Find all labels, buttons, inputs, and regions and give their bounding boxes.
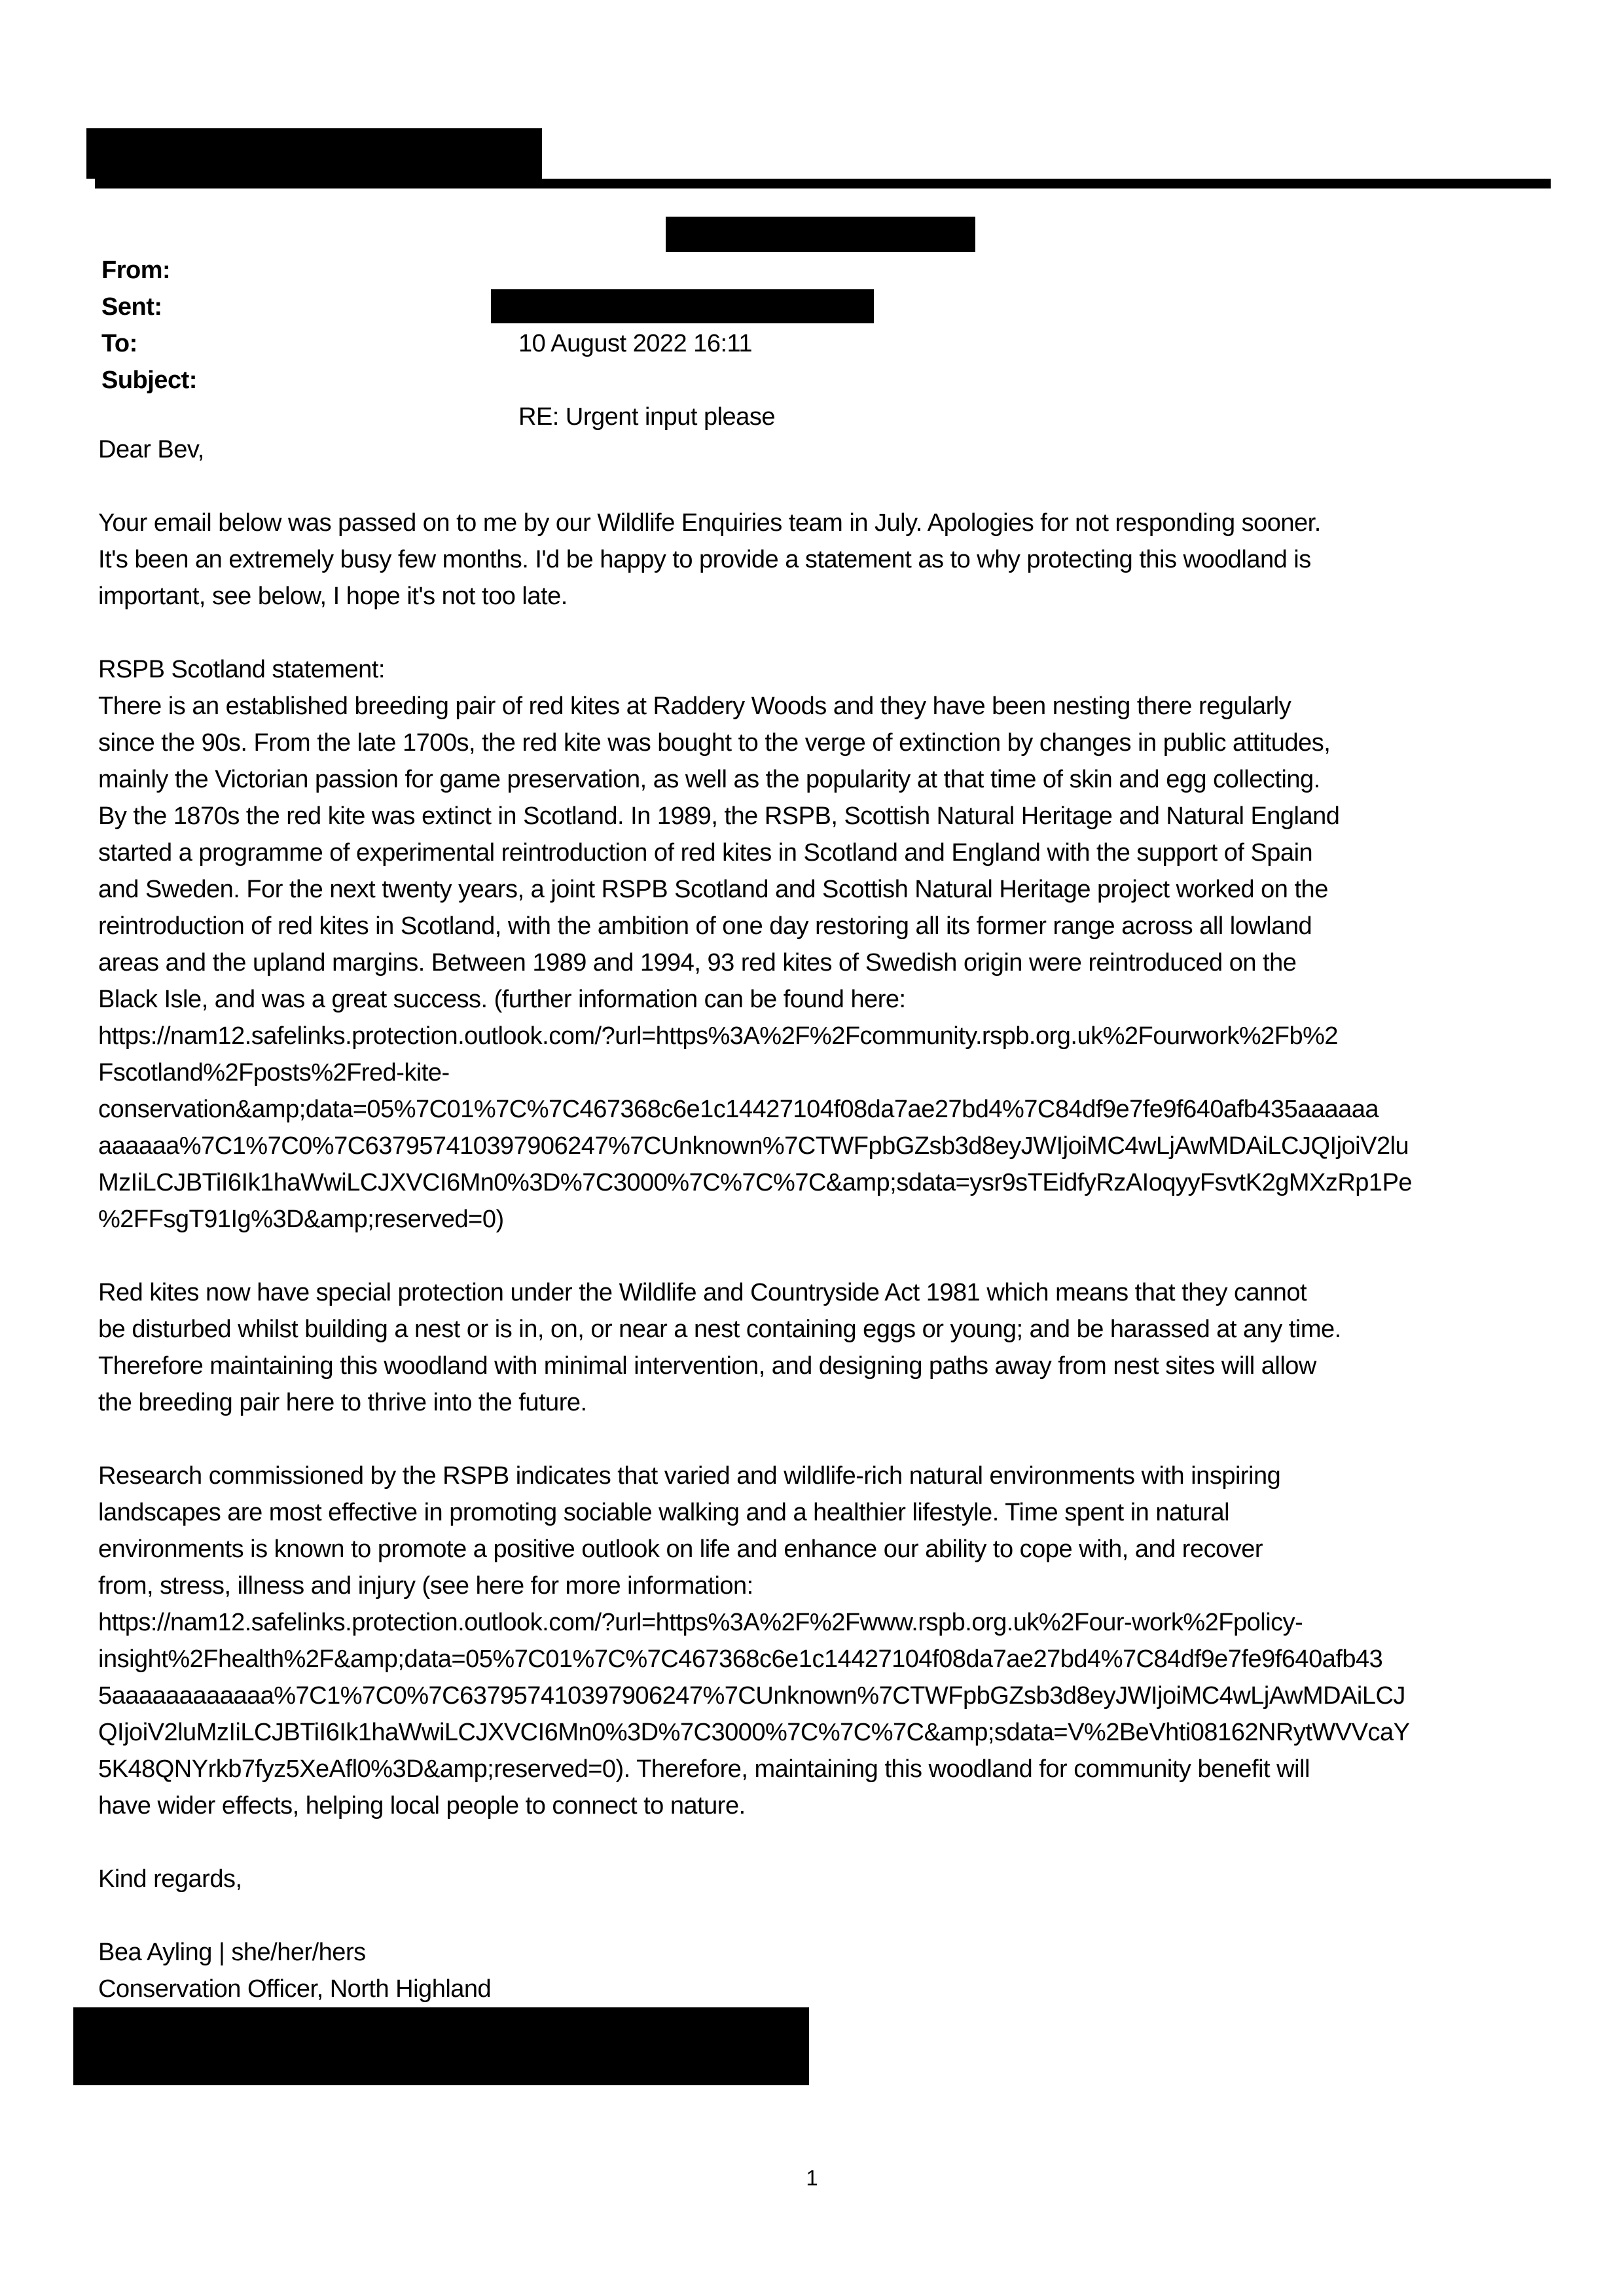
- subject-label: Subject:: [101, 367, 197, 394]
- body-line: started a programme of experimental reintroduction of red kites in Scotland and England with the support of Spain: [98, 839, 1313, 867]
- body-line: environments is known to promote a positive outlook on life and enhance our ability to cope with, and recover: [98, 1535, 1263, 1563]
- email-body: [98, 431, 1578, 2007]
- body-line: %2FFsgT91Ig%3D&amp;reserved=0): [98, 1206, 504, 1233]
- body-line: conservation&amp;data=05%7C01%7C%7C467368c6e1c14427104f08da7ae27bd4%7C84df9e7fe9f640afb435aaaaaa: [98, 1096, 1379, 1123]
- body-line: be disturbed whilst building a nest or is in, on, or near a nest containing eggs or young; and be harassed at any time.: [98, 1316, 1341, 1343]
- body-line: important, see below, I hope it's not too late.: [98, 583, 568, 610]
- body-line: [98, 1824, 1578, 1861]
- redaction-bar-top: [95, 179, 1551, 188]
- body-line: Fscotland%2Fposts%2Fred-kite-: [98, 1059, 450, 1086]
- body-line: have wider effects, helping local people to connect to nature.: [98, 1792, 746, 1820]
- sent-label: Sent:: [101, 293, 162, 321]
- body-line: Conservation Officer, North Highland: [98, 1975, 492, 2003]
- body-line: Therefore maintaining this woodland with minimal intervention, and designing paths away from nest sites will allow: [98, 1352, 1316, 1380]
- body-line: reintroduction of red kites in Scotland, with the ambition of one day restoring all its former range across all lowland: [98, 912, 1312, 940]
- body-line: areas and the upland margins. Between 1989 and 1994, 93 red kites of Swedish origin were reintroduced on the: [98, 949, 1297, 977]
- body-line: Your email below was passed on to me by our Wildlife Enquiries team in July. Apologies for not responding sooner.: [98, 509, 1321, 537]
- body-line: aaaaaa%7C1%7C0%7C637957410397906247%7CUnknown%7CTWFpbGZsb3d8eyJWIjoiMC4wLjAwMDAiLCJQIjoiV2lu: [98, 1132, 1409, 1160]
- page-number: 1: [806, 2166, 818, 2190]
- body-line: It's been an extremely busy few months. I'd be happy to provide a statement as to why protecting this woodland is: [98, 546, 1311, 573]
- body-line: landscapes are most effective in promoting sociable walking and a healthier lifestyle. Time spent in natural: [98, 1499, 1230, 1526]
- to-label: To:: [101, 330, 137, 357]
- from-label: From:: [101, 257, 171, 284]
- redaction-from-address: [666, 217, 975, 252]
- header-row-subject: [0, 325, 1624, 431]
- body-line: the breeding pair here to thrive into the future.: [98, 1389, 587, 1416]
- body-line: RSPB Scotland statement:: [98, 656, 385, 683]
- body-line: [98, 1897, 1578, 1934]
- body-line: Black Isle, and was a great success. (further information can be found here:: [98, 986, 906, 1013]
- subject-value: RE: Urgent input please: [518, 403, 775, 431]
- body-line: and Sweden. For the next twenty years, a joint RSPB Scotland and Scottish Natural Heritage project worked on the: [98, 876, 1328, 903]
- body-line: MzIiLCJBTiI6Ik1haWwiLCJXVCI6Mn0%3D%7C3000%7C%7C%7C&amp;sdata=ysr9sTEidfyRzAIoqyyFsvtK2gMXzRp1Pe: [98, 1169, 1413, 1196]
- body-line: from, stress, illness and injury (see here for more information:: [98, 1572, 753, 1600]
- redaction-to-address: [491, 289, 874, 323]
- body-line: insight%2Fhealth%2F&amp;data=05%7C01%7C%7C467368c6e1c14427104f08da7ae27bd4%7C84df9e7fe9f640afb43: [98, 1645, 1383, 1673]
- body-line: Kind regards,: [98, 1865, 242, 1893]
- redaction-block-top: [86, 128, 542, 179]
- body-line: since the 90s. From the late 1700s, the red kite was bought to the verge of extinction by changes in public attitudes,: [98, 729, 1331, 757]
- body-line: [98, 1421, 1578, 1458]
- body-line: [98, 468, 1578, 505]
- body-line: Red kites now have special protection under the Wildlife and Countryside Act 1981 which means that they cannot: [98, 1279, 1307, 1306]
- body-line: mainly the Victorian passion for game preservation, as well as the popularity at that time of skin and egg collecting.: [98, 766, 1320, 793]
- body-line: QIjoiV2luMzIiLCJBTiI6Ik1haWwiLCJXVCI6Mn0%3D%7C3000%7C%7C%7C&amp;sdata=V%2BeVhti08162NRytWVVcaY: [98, 1719, 1410, 1746]
- body-line: Bea Ayling | she/her/hers: [98, 1939, 366, 1966]
- body-line: There is an established breeding pair of red kites at Raddery Woods and they have been nesting there regularly: [98, 692, 1291, 720]
- body-line: [98, 1238, 1578, 1274]
- body-line: Research commissioned by the RSPB indicates that varied and wildlife-rich natural environments with inspiring: [98, 1462, 1281, 1490]
- body-line: [98, 615, 1578, 651]
- body-line: By the 1870s the red kite was extinct in Scotland. In 1989, the RSPB, Scottish Natural Heritage and Natural England: [98, 802, 1340, 830]
- body-line: 5aaaaaaaaaaaa%7C1%7C0%7C637957410397906247%7CUnknown%7CTWFpbGZsb3d8eyJWIjoiMC4wLjAwMDAiLCJ: [98, 1682, 1405, 1710]
- body-line: https://nam12.safelinks.protection.outlook.com/?url=https%3A%2F%2Fwww.rspb.org.uk%2Four-work%2Fpolicy-: [98, 1609, 1303, 1636]
- redaction-block-signature: [73, 2007, 809, 2085]
- body-line: https://nam12.safelinks.protection.outlook.com/?url=https%3A%2F%2Fcommunity.rspb.org.uk%2Fourwork%2Fb%2: [98, 1022, 1339, 1050]
- sent-value: 10 August 2022 16:11: [518, 330, 752, 357]
- body-line: Dear Bev,: [98, 436, 204, 463]
- body-line: 5K48QNYrkb7fyz5XeAfl0%3D&amp;reserved=0). Therefore, maintaining this woodland for community benefit will: [98, 1755, 1310, 1783]
